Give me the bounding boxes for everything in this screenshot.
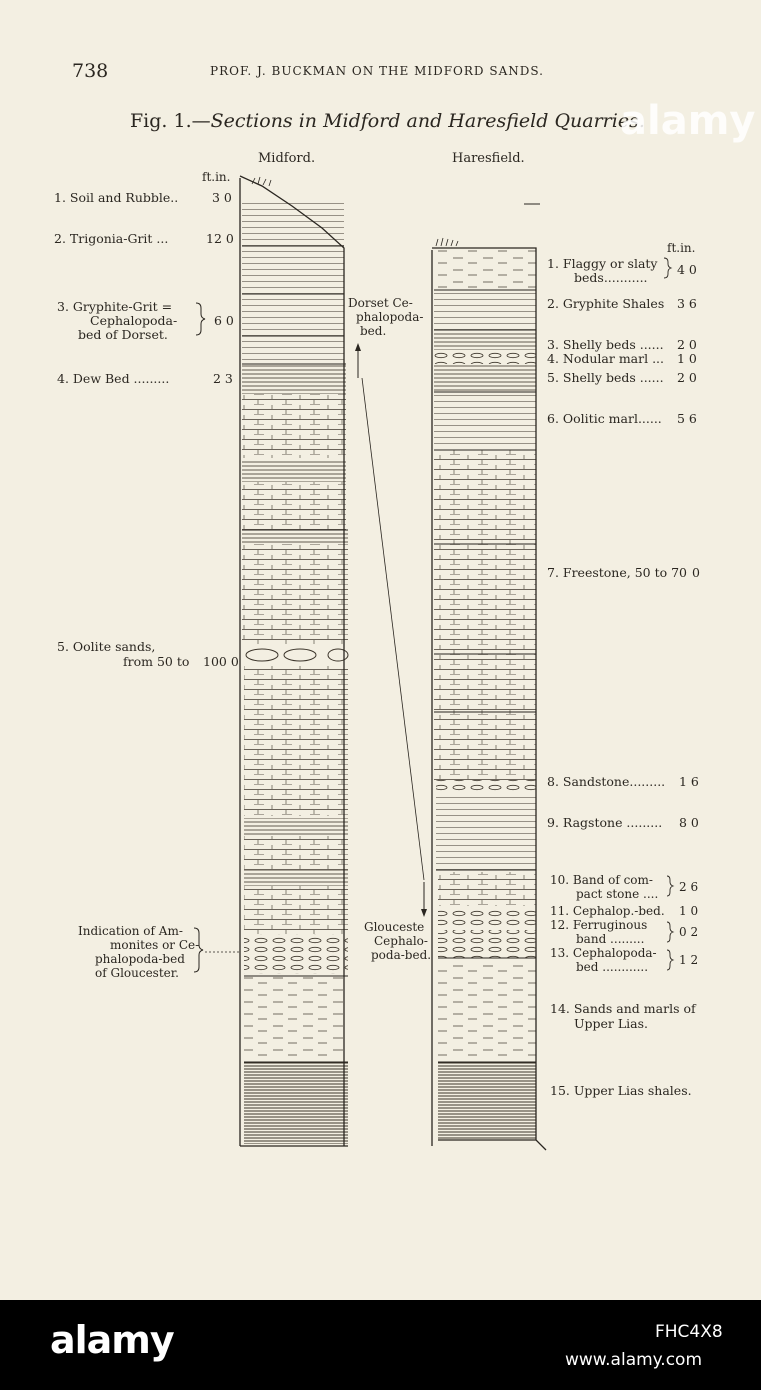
haresfield-bed-4: 4. Nodular marl ... (547, 351, 664, 366)
haresfield-bed-8-thickness: 1 6 (679, 774, 699, 789)
haresfield-bed-11: 11. Cephalop.-bed. (550, 904, 665, 918)
figure-label: Fig. 1.— (130, 110, 211, 132)
haresfield-bed-3: 3. Shelly beds ...... (547, 337, 664, 352)
dorset-label-1: Dorset Ce- (348, 296, 413, 310)
haresfield-bed-5: 5. Shelly beds ...... (547, 370, 664, 385)
haresfield-bed-10-line1: 10. Band of com- (550, 873, 653, 887)
haresfield-bed-6: 6. Oolitic marl...... (547, 411, 662, 426)
haresfield-bed-1-line1: 1. Flaggy or slaty (547, 256, 658, 271)
indication-line-3: phalopoda-bed (95, 952, 185, 966)
haresfield-bed-12-thickness: 0 2 (679, 925, 699, 939)
midford-bed-3-line1: 3. Gryphite-Grit = (57, 299, 173, 314)
site-url: www.alamy.com (565, 1350, 703, 1370)
haresfield-bed-2-thickness: 3 6 (677, 296, 697, 311)
watermark-logo: alamy (620, 98, 756, 144)
midford-bed-4-thickness: 2 3 (213, 371, 233, 386)
haresfield-bed-3-thickness: 2 0 (677, 337, 697, 352)
alamy-logo: alamy (50, 1318, 174, 1362)
haresfield-bed-11-thickness: 1 0 (679, 904, 699, 918)
indication-line-1: Indication of Am- (78, 924, 183, 938)
dorset-label-3: bed. (360, 324, 387, 338)
haresfield-bed-9-thickness: 8 0 (679, 815, 699, 830)
page-number: 738 (72, 60, 109, 82)
figure-caption: Sections in Midford and Haresfield Quarries. (210, 110, 645, 132)
indication-line-2: monites or Ce- (110, 938, 200, 952)
haresfield-bed-13-line2: bed ............ (576, 960, 649, 974)
midford-bed-1-thickness: 3 0 (212, 190, 232, 205)
midford-bed-3-line2: Cephalopoda- (90, 313, 178, 328)
haresfield-bed-14-line1: 14. Sands and marls of (550, 1001, 696, 1016)
haresfield-bed-4-thickness: 1 0 (677, 351, 697, 366)
haresfield-bed-9: 9. Ragstone ......... (547, 815, 663, 830)
midford-bed-1: 1. Soil and Rubble.. (54, 190, 179, 205)
haresfield-bed-7: 7. Freestone, 50 to 70 (547, 565, 688, 580)
midford-bed-2-thickness: 12 0 (206, 231, 234, 246)
haresfield-bed-6-thickness: 5 6 (677, 411, 697, 426)
haresfield-bed-13-thickness: 1 2 (679, 953, 699, 967)
haresfield-bed-12-line2: band ......... (576, 932, 645, 946)
haresfield-bed-1-line2: beds........... (574, 270, 648, 285)
running-head: PROF. J. BUCKMAN ON THE MIDFORD SANDS. (210, 64, 544, 78)
haresfield-column (432, 204, 546, 1150)
midford-bed-2: 2. Trigonia-Grit ... (54, 231, 169, 246)
image-id: FHC4X8 (655, 1322, 723, 1342)
haresfield-heading: Haresfield. (452, 151, 525, 166)
haresfield-bed-2: 2. Gryphite Shales (547, 296, 665, 311)
haresfield-bed-1-thickness: 4 0 (677, 262, 697, 277)
haresfield-unit-header: ft.in. (667, 241, 696, 255)
haresfield-bed-10-line2: pact stone .... (576, 887, 659, 901)
correlation-arrows (355, 343, 427, 917)
midford-bed-3-thickness: 6 0 (214, 313, 234, 328)
midford-column (240, 176, 348, 1146)
haresfield-bed-13-line1: 13. Cephalopoda- (550, 946, 657, 960)
midford-bed-5-line2: from 50 to (123, 654, 190, 669)
haresfield-bed-15: 15. Upper Lias shales. (550, 1083, 692, 1098)
haresfield-bed-14-line2: Upper Lias. (574, 1016, 649, 1031)
midford-bed-4: 4. Dew Bed ......... (57, 371, 170, 386)
haresfield-bed-12-line1: 12. Ferruginous (550, 918, 648, 932)
gloucester-label-3: poda-bed. (371, 948, 432, 962)
midford-bed-3-line3: bed of Dorset. (78, 327, 168, 342)
midford-bed-5-line1: 5. Oolite sands, (57, 639, 156, 654)
indication-line-4: of Gloucester. (95, 966, 179, 980)
haresfield-bed-5-thickness: 2 0 (677, 370, 697, 385)
haresfield-bed-8: 8. Sandstone......... (547, 774, 666, 789)
gloucester-label-2: Cephalo- (374, 934, 428, 948)
haresfield-bed-10-thickness: 2 6 (679, 880, 699, 894)
haresfield-bed-7-thickness: 0 (692, 565, 700, 580)
dorset-label-2: phalopoda- (356, 310, 424, 324)
gloucester-label-1: Glouceste (364, 920, 425, 934)
midford-bed-5-thickness: 100 0 (203, 654, 239, 669)
midford-heading: Midford. (258, 151, 316, 166)
midford-unit-header: ft.in. (202, 170, 231, 184)
